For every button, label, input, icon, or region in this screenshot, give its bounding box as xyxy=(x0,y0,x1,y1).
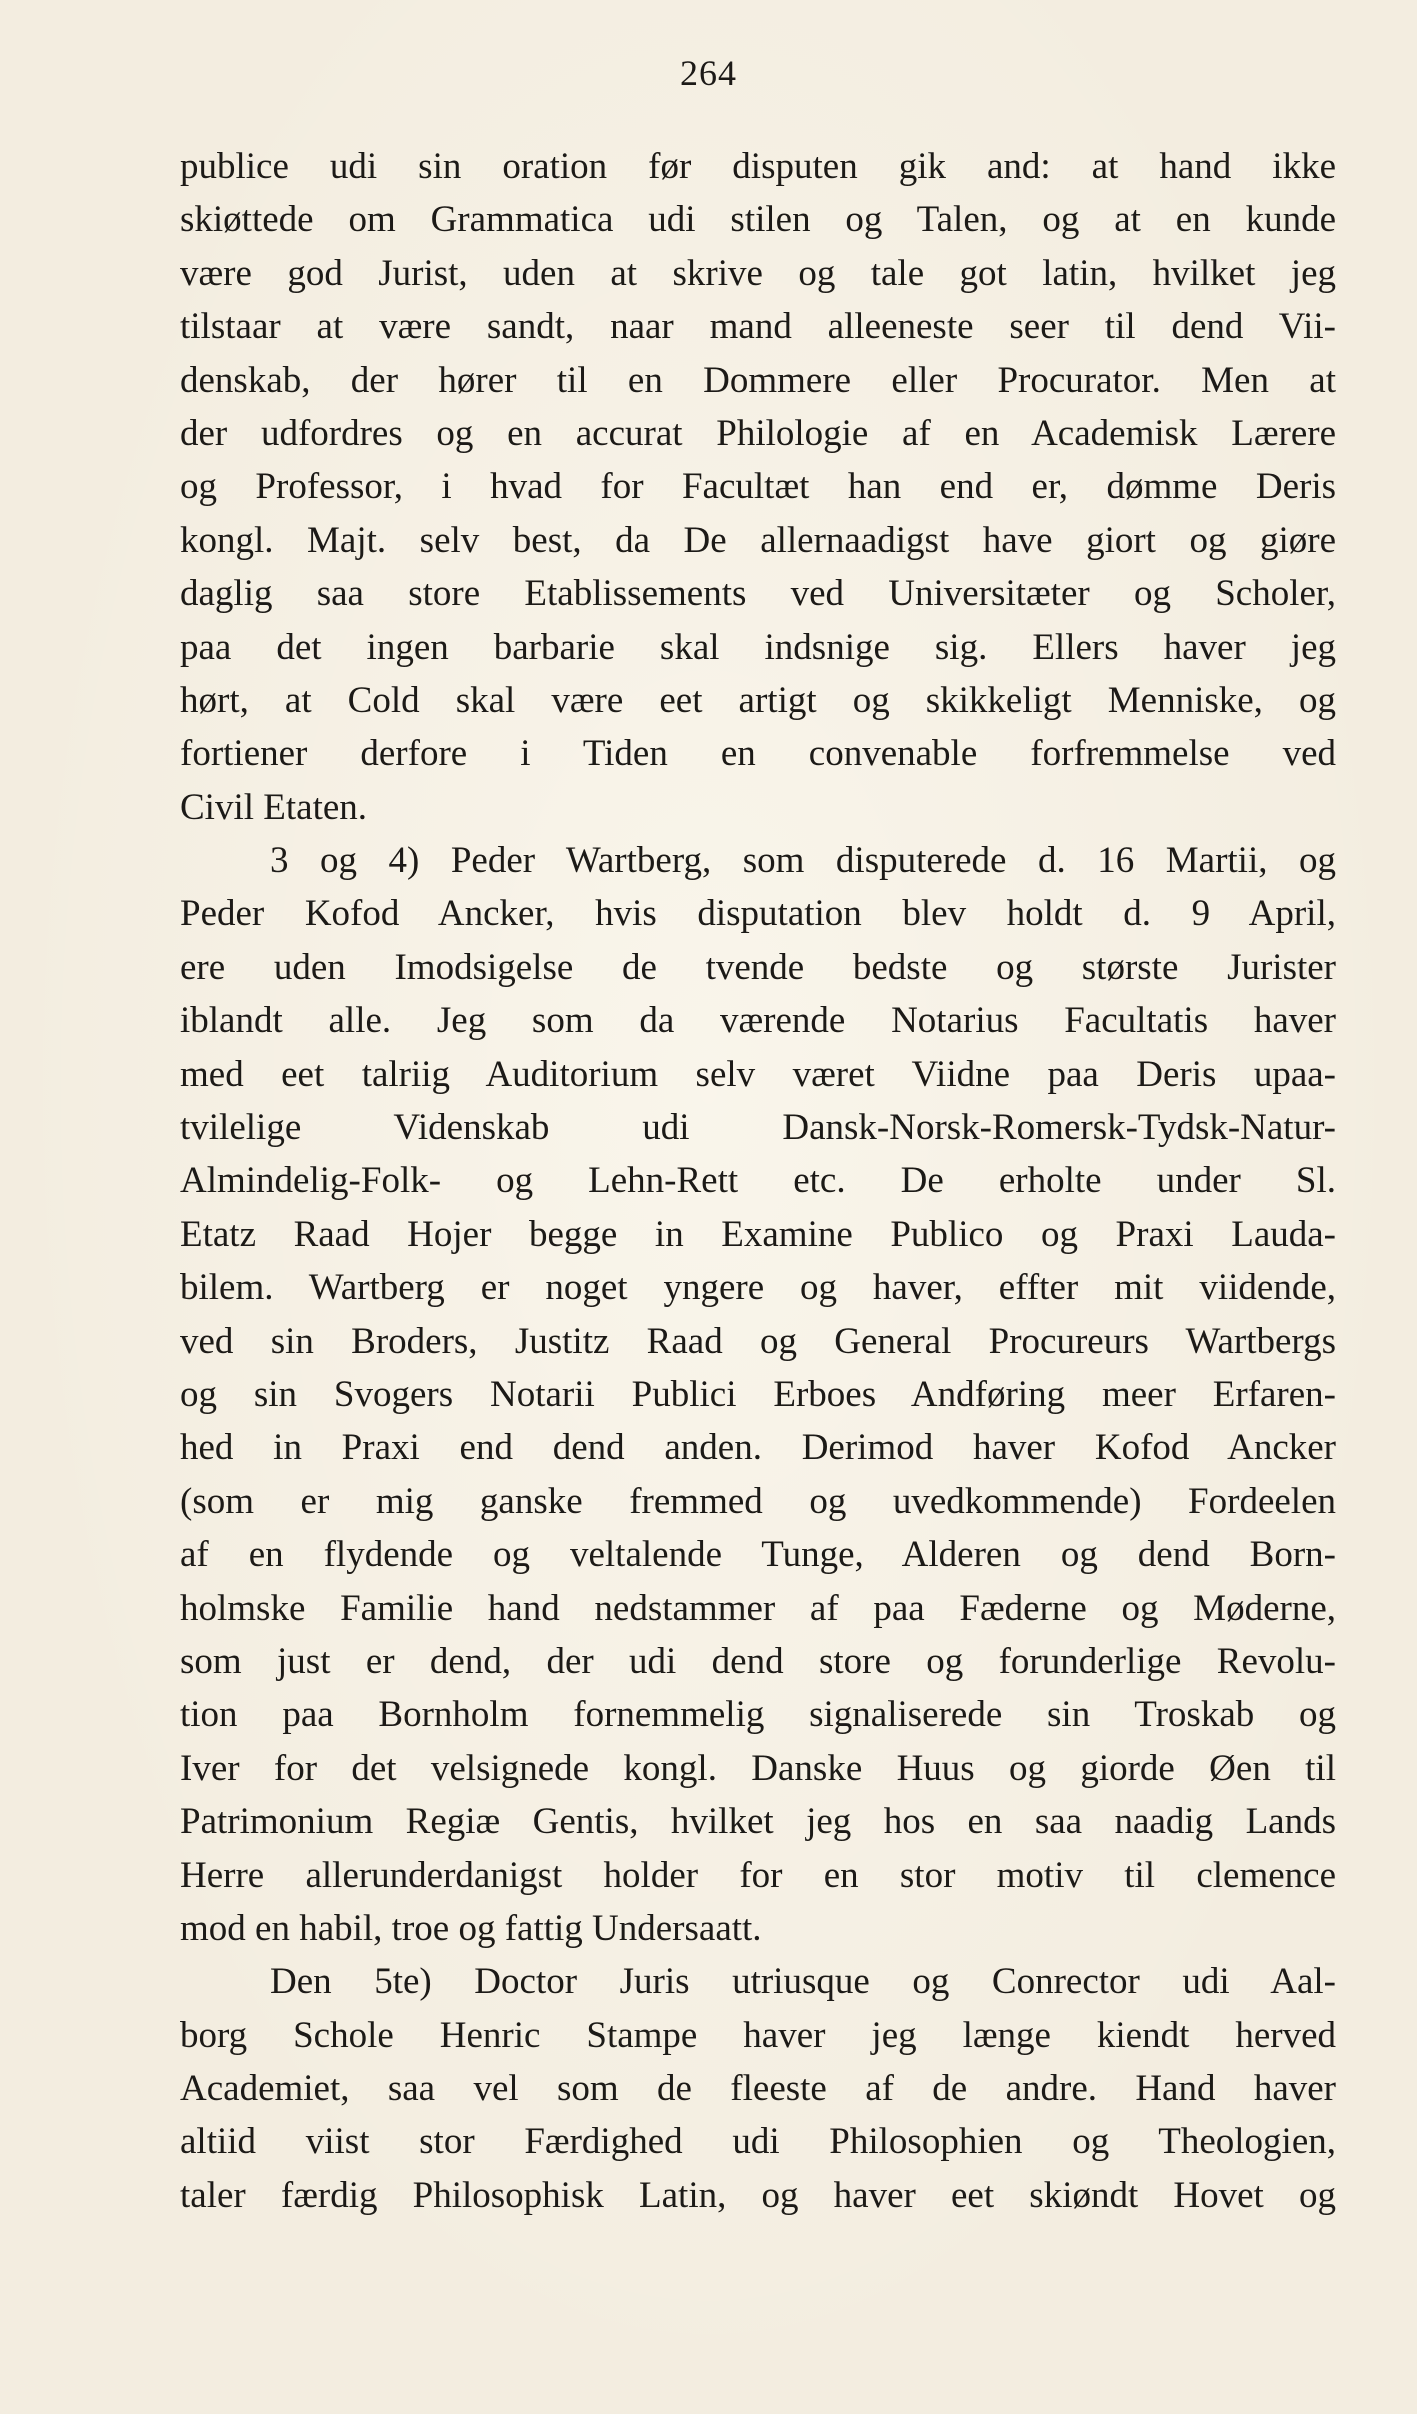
text-line: og Professor, i hvad for Facultæt han end er, dømme Deris xyxy=(180,466,1336,508)
text-line: tilstaar at være sandt, naar mand alleeneste seer til dend Vii- xyxy=(180,306,1336,348)
text-line: bilem. Wartberg er noget yngere og haver, effter mit viidende, xyxy=(180,1267,1336,1309)
text-line: og sin Svogers Notarii Publici Erboes Andføring meer Erfaren- xyxy=(180,1373,1336,1415)
text-line: skiøttede om Grammatica udi stilen og Talen, og at en kunde xyxy=(180,199,1336,241)
text-line: Civil Etaten. xyxy=(180,786,368,828)
text-line: paa det ingen barbarie skal indsnige sig. Ellers haver jeg xyxy=(180,626,1336,668)
text-line: Patrimonium Regiæ Gentis, hvilket jeg hos en saa naadig Lands xyxy=(180,1801,1336,1843)
text-line: Peder Kofod Ancker, hvis disputation blev holdt d. 9 April, xyxy=(180,893,1336,935)
text-line: (som er mig ganske fremmed og uvedkommende) Fordeelen xyxy=(180,1480,1336,1522)
text-line: hed in Praxi end dend anden. Derimod haver Kofod Ancker xyxy=(180,1427,1336,1469)
text-line: 3 og 4) Peder Wartberg, som disputerede d. 16 Martii, og xyxy=(270,840,1336,882)
text-line: Herre allerunderdanigst holder for en stor motiv til clemence xyxy=(180,1854,1336,1896)
text-line: iblandt alle. Jeg som da værende Notarius Facultatis haver xyxy=(180,1000,1336,1042)
text-line: af en flydende og veltalende Tunge, Alderen og dend Born- xyxy=(180,1534,1336,1576)
body-text xyxy=(180,140,1336,2222)
text-line: være god Jurist, uden at skrive og tale got latin, hvilket jeg xyxy=(180,252,1336,294)
text-line: Etatz Raad Hojer begge in Examine Publico og Praxi Lauda- xyxy=(180,1213,1336,1255)
text-line: tion paa Bornholm fornemmelig signaliserede sin Troskab og xyxy=(180,1694,1336,1736)
text-line: denskab, der hører til en Dommere eller Procurator. Men at xyxy=(180,359,1336,401)
page-number: 264 xyxy=(680,53,737,93)
text-line: kongl. Majt. selv best, da De allernaadigst have giort og giøre xyxy=(180,519,1336,561)
text-line: ved sin Broders, Justitz Raad og General Procureurs Wartbergs xyxy=(180,1320,1336,1362)
text-line: holmske Familie hand nedstammer af paa Fæderne og Møderne, xyxy=(180,1587,1336,1629)
text-line: Den 5te) Doctor Juris utriusque og Conrector udi Aal- xyxy=(270,1961,1336,2003)
text-line: borg Schole Henric Stampe haver jeg længe kiendt herved xyxy=(180,2014,1336,2056)
text-line: med eet talriig Auditorium selv været Viidne paa Deris upaa- xyxy=(180,1053,1336,1095)
text-line: ere uden Imodsigelse de tvende bedste og største Jurister xyxy=(180,946,1336,988)
text-line: publice udi sin oration før disputen gik and: at hand ikke xyxy=(180,146,1336,187)
text-line: taler færdig Philosophisk Latin, og haver eet skiøndt Hovet og xyxy=(180,2174,1336,2216)
text-line: altiid viist stor Færdighed udi Philosophien og Theologien, xyxy=(180,2121,1336,2163)
text-line: tvilelige Videnskab udi Dansk-Norsk-Romersk-Tydsk-Natur- xyxy=(180,1107,1336,1149)
text-line: Iver for det velsignede kongl. Danske Huus og giorde Øen til xyxy=(180,1747,1336,1789)
text-line: Academiet, saa vel som de fleeste af de andre. Hand haver xyxy=(180,2068,1336,2110)
text-line: fortiener derfore i Tiden en convenable forfremmelse ved xyxy=(180,733,1336,775)
text-line: daglig saa store Etablissements ved Universitæter og Scholer, xyxy=(180,573,1336,615)
text-line: hørt, at Cold skal være eet artigt og skikkeligt Menniske, og xyxy=(180,679,1336,721)
text-line: som just er dend, der udi dend store og forunderlige Revolu- xyxy=(180,1640,1336,1682)
text-line: mod en habil, troe og fattig Undersaatt. xyxy=(180,1907,762,1949)
text-line: der udfordres og en accurat Philologie af en Academisk Lærere xyxy=(180,412,1336,454)
text-line: Almindelig-Folk- og Lehn-Rett etc. De erholte under Sl. xyxy=(180,1160,1336,1202)
